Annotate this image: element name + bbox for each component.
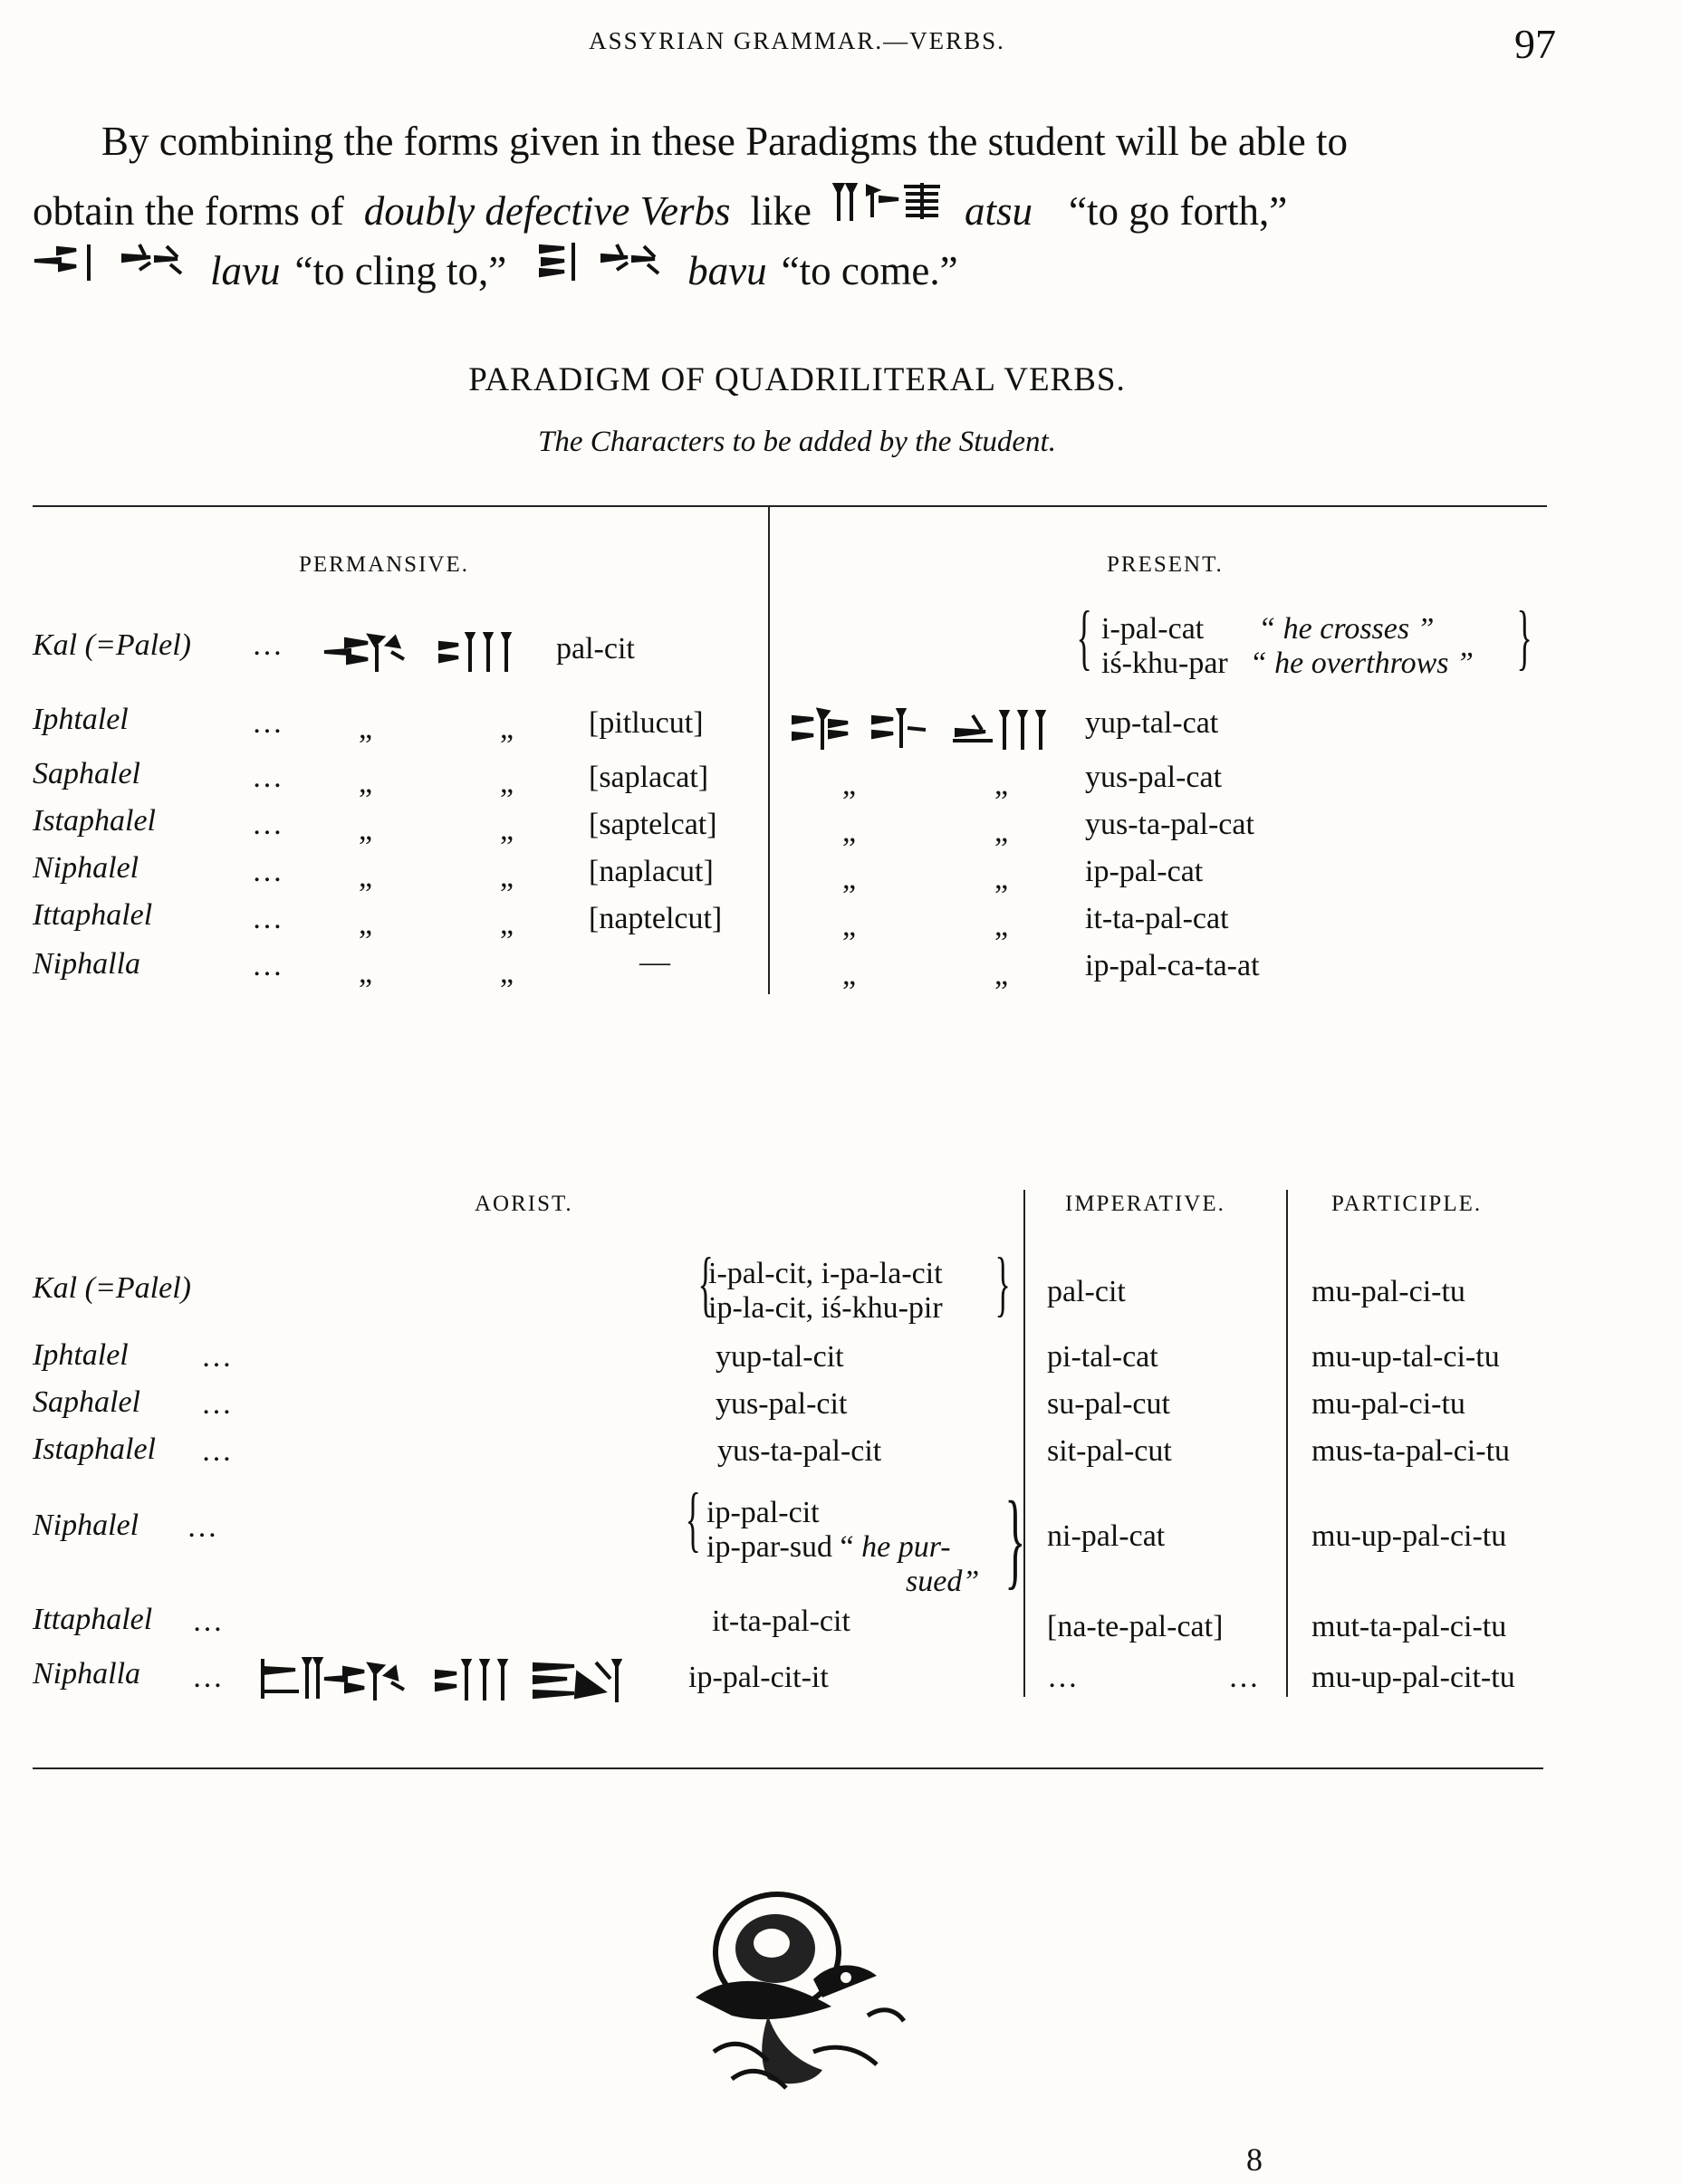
intro-text-2a: obtain the forms of (33, 188, 344, 234)
t1-row4-ditto1: „ (359, 860, 373, 894)
header-participle: PARTICIPLE. (1331, 1192, 1483, 1216)
t2-kal-right-brace: } (994, 1244, 1011, 1324)
t2-row0-conj: Iphtalel (33, 1338, 129, 1372)
t2-row1-imperative: su-pal-cut (1047, 1387, 1170, 1421)
t1-row2-pditto2: „ (994, 768, 1009, 801)
t1-row1-ditto1: „ (359, 712, 373, 745)
t1-row4-dots: … (252, 855, 283, 888)
t2-row1-conj: Saphalel (33, 1385, 140, 1419)
t1-kal-conj: Kal (=Palel) (33, 628, 191, 662)
t2-ittaphalel-conj: Ittaphalel (33, 1603, 153, 1636)
t2-niphalel-aorist-3: sued” (906, 1565, 980, 1598)
t2-niphalla-dots: … (192, 1661, 223, 1694)
atsu-translit: atsu (965, 188, 1033, 234)
t1-row5-ditto1: „ (359, 907, 373, 941)
t1-row6-conj: Niphalla (33, 947, 141, 981)
t2-row0-imperative: pi-tal-cat (1047, 1340, 1158, 1374)
t2-niphalel-right-brace: } (1004, 1479, 1026, 1599)
t1-kal-dots: … (252, 628, 283, 662)
t2-row1-participle: mu-pal-ci-tu (1311, 1387, 1465, 1421)
atsu-gloss: “to go forth,” (1069, 188, 1288, 234)
paradigm-title: PARADIGM OF QUADRILITERAL VERBS. (468, 361, 1126, 398)
intro-text-1: By combining the forms given in these Paradigms the student will be able to (101, 119, 1349, 164)
bavu-translit: bavu (687, 248, 767, 293)
t2-kal-aorist-2: ip-la-cit, iś-khu-pir (708, 1291, 943, 1325)
t1-kal-present-forms (1101, 612, 1474, 681)
t1-row2-present: yus-pal-cat (1085, 761, 1223, 794)
t1-kal-permansive: pal-cit (556, 632, 635, 666)
page-number: 97 (1514, 21, 1556, 67)
t2-niphalel-conj: Niphalel (33, 1509, 139, 1542)
t2-row0-participle: mu-up-tal-ci-tu (1311, 1340, 1500, 1374)
running-head: ASSYRIAN GRAMMAR.—VERBS. (589, 27, 1005, 54)
header-aorist: AORIST. (475, 1192, 573, 1216)
t2-row2-participle: mus-ta-pal-ci-tu (1311, 1434, 1511, 1468)
t1-row6-ditto1: „ (359, 956, 373, 990)
t2-kal-conj: Kal (=Palel) (33, 1271, 191, 1305)
t1-row4-present: ip-pal-cat (1085, 855, 1204, 888)
t1-row1-permansive: [pitlucut] (589, 706, 704, 740)
t1-row1-dots: … (252, 706, 283, 740)
cuneiform-bavu-icon (537, 237, 673, 294)
t1-row4-conj: Niphalel (33, 851, 139, 885)
table2-bottom-rule (33, 1767, 1543, 1769)
paradigm-subtitle: The Characters to be added by the Student. (538, 426, 1056, 458)
t1-row2-ditto1: „ (359, 766, 373, 800)
t2-niphalel-aorist-1: ip-pal-cit (706, 1496, 820, 1529)
intro-emphasis: doubly defective Verbs (363, 188, 731, 234)
t1-row2-conj: Saphalel (33, 757, 140, 790)
t1-row1-ditto2: „ (500, 712, 514, 745)
bird-ornament-icon (677, 1871, 909, 2106)
t1-row4-ditto2: „ (500, 860, 514, 894)
t2-niphalel-aorist-2: ip-par-sud “ he pur- (706, 1530, 951, 1564)
table1-top-rule (33, 505, 1547, 507)
t2-ittaphalel-participle: mut-ta-pal-ci-tu (1311, 1610, 1507, 1643)
t2-kal-imperative: pal-cit (1047, 1275, 1126, 1308)
cuneiform-yuptalcat-icon (792, 703, 1063, 758)
t1-row4-permansive: [naplacut] (589, 855, 714, 888)
t1-row3-pditto1: „ (842, 815, 857, 848)
t2-niphalla-aorist: ip-pal-cit-it (688, 1661, 829, 1694)
t1-kal-left-brace: { (1076, 598, 1092, 677)
bavu-gloss: “to come.” (781, 248, 958, 293)
table2-divider-1 (1023, 1190, 1025, 1697)
t2-row0-aorist: yup-tal-cit (716, 1340, 844, 1374)
t2-niphalel-left-brace: { (685, 1480, 701, 1559)
intro-text-2b: like (750, 188, 812, 234)
t2-row2-dots: … (201, 1434, 232, 1468)
t2-row2-aorist: yus-ta-pal-cit (717, 1434, 882, 1468)
cuneiform-lavu-icon (33, 237, 196, 294)
t1-row1-conj: Iphtalel (33, 703, 129, 736)
t2-kal-left-brace: { (697, 1244, 714, 1324)
header-imperative: IMPERATIVE. (1065, 1192, 1225, 1216)
t1-row6-pditto1: „ (842, 958, 857, 991)
t1-row6-present: ip-pal-ca-ta-at (1085, 949, 1260, 982)
t2-row2-imperative: sit-pal-cut (1047, 1434, 1172, 1468)
t2-niphalla-imperative-2: … (1228, 1661, 1259, 1694)
t2-niphalel-participle: mu-up-pal-ci-tu (1311, 1519, 1507, 1553)
t2-row0-dots: … (201, 1340, 232, 1374)
t2-niphalel-dots: … (187, 1510, 217, 1544)
t1-row3-dots: … (252, 808, 283, 841)
t1-row5-pditto2: „ (994, 909, 1009, 943)
t2-kal-participle: mu-pal-ci-tu (1311, 1275, 1465, 1308)
cuneiform-ippalcitit-icon (259, 1652, 658, 1710)
t1-row5-present: it-ta-pal-cat (1085, 902, 1229, 935)
t1-row2-pditto1: „ (842, 768, 857, 801)
intro-line-2 (33, 177, 1563, 235)
t2-niphalel-aorist (706, 1496, 979, 1599)
table2-divider-2 (1286, 1190, 1288, 1697)
intro-line-3 (33, 237, 958, 294)
t1-row5-dots: … (252, 902, 283, 935)
t2-row2-conj: Istaphalel (33, 1432, 156, 1466)
t2-row1-dots: … (201, 1387, 232, 1421)
t1-row2-dots: … (252, 761, 283, 794)
lavu-gloss: “to cling to,” (294, 248, 507, 293)
t1-kal-present-1: i-pal-cat “ he crosses ” (1101, 612, 1435, 646)
t1-row6-ditto2: „ (500, 956, 514, 990)
t2-kal-aorist (708, 1257, 943, 1326)
t1-row2-permansive: [saplacat] (589, 761, 709, 794)
t1-row6-dots: … (252, 949, 283, 982)
t1-row5-ditto2: „ (500, 907, 514, 941)
t1-row1-present: yup-tal-cat (1085, 706, 1219, 740)
cuneiform-palcit-icon (322, 625, 524, 680)
t2-ittaphalel-dots: … (192, 1604, 223, 1638)
t2-niphalla-imperative: … (1047, 1661, 1078, 1694)
t2-ittaphalel-aorist: it-ta-pal-cit (712, 1604, 850, 1638)
t1-row3-pditto2: „ (994, 815, 1009, 848)
t2-niphalel-imperative: ni-pal-cat (1047, 1519, 1166, 1553)
t1-row5-permansive: [naptelcut] (589, 902, 723, 935)
header-permansive: PERMANSIVE. (299, 552, 469, 577)
t1-row5-conj: Ittaphalel (33, 898, 153, 932)
header-present: PRESENT. (1107, 552, 1224, 577)
t1-row6-pditto2: „ (994, 958, 1009, 991)
t1-row3-present: yus-ta-pal-cat (1085, 808, 1254, 841)
t1-row5-pditto1: „ (842, 909, 857, 943)
t1-row3-permansive: [saptelcat] (589, 808, 717, 841)
t1-kal-present-2: iś-khu-par “ he overthrows ” (1101, 647, 1474, 680)
lavu-translit: lavu (210, 248, 281, 293)
t1-row2-ditto2: „ (500, 766, 514, 800)
t2-kal-aorist-1: i-pal-cit, i-pa-la-cit (708, 1257, 943, 1290)
cuneiform-atsu-icon (831, 177, 945, 225)
signature-mark: 8 (1246, 2141, 1263, 2178)
t1-row6-permansive: — (639, 945, 670, 979)
t2-row1-aorist: yus-pal-cit (716, 1387, 848, 1421)
t2-ittaphalel-imperative: [na-te-pal-cat] (1047, 1610, 1224, 1643)
intro-line-1 (101, 118, 1348, 165)
t2-niphalla-participle: mu-up-pal-cit-tu (1311, 1661, 1515, 1694)
t1-row4-pditto1: „ (842, 862, 857, 896)
t1-kal-right-brace: } (1516, 598, 1532, 677)
t2-niphalla-conj: Niphalla (33, 1657, 141, 1691)
t1-row3-conj: Istaphalel (33, 804, 156, 838)
t1-row3-ditto2: „ (500, 813, 514, 847)
t1-row4-pditto2: „ (994, 862, 1009, 896)
table1-divider (768, 507, 770, 994)
t1-row3-ditto1: „ (359, 813, 373, 847)
